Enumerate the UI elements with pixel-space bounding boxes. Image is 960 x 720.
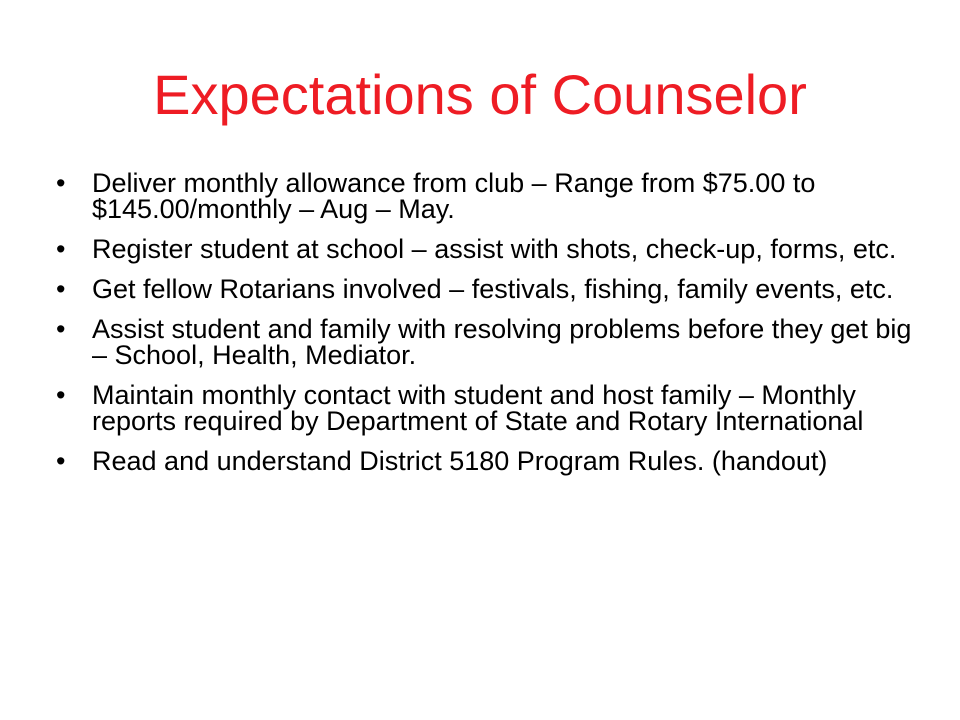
bullet-item (56, 382, 916, 434)
bullet-item (56, 316, 916, 368)
bullet-icon: • (56, 314, 66, 344)
bullet-icon: • (56, 234, 66, 264)
bullet-icon: • (56, 446, 66, 476)
bullet-text: Get fellow Rotarians involved – festivals, fishing, family events, etc. (92, 274, 894, 304)
bullet-text: Assist student and family with resolving problems before they get big – School, Health, Mediator. (92, 314, 912, 370)
bullet-item (56, 170, 916, 222)
bullet-icon: • (56, 274, 66, 304)
bullet-list (56, 170, 916, 488)
slide-title: Expectations of Counselor (153, 63, 807, 126)
bullet-item (56, 236, 916, 262)
bullet-item (56, 276, 916, 302)
bullet-text: Deliver monthly allowance from club – Range from $75.00 to $145.00/monthly – Aug – May. (92, 168, 816, 224)
bullet-item (56, 448, 916, 474)
bullet-text: Read and understand District 5180 Program Rules. (handout) (92, 446, 828, 476)
bullet-icon: • (56, 168, 66, 198)
bullet-icon: • (56, 380, 66, 410)
bullet-text: Maintain monthly contact with student and host family – Monthly reports required by Department of State and Rotary International (92, 380, 864, 436)
bullet-text: Register student at school – assist with shots, check-up, forms, etc. (92, 234, 897, 264)
